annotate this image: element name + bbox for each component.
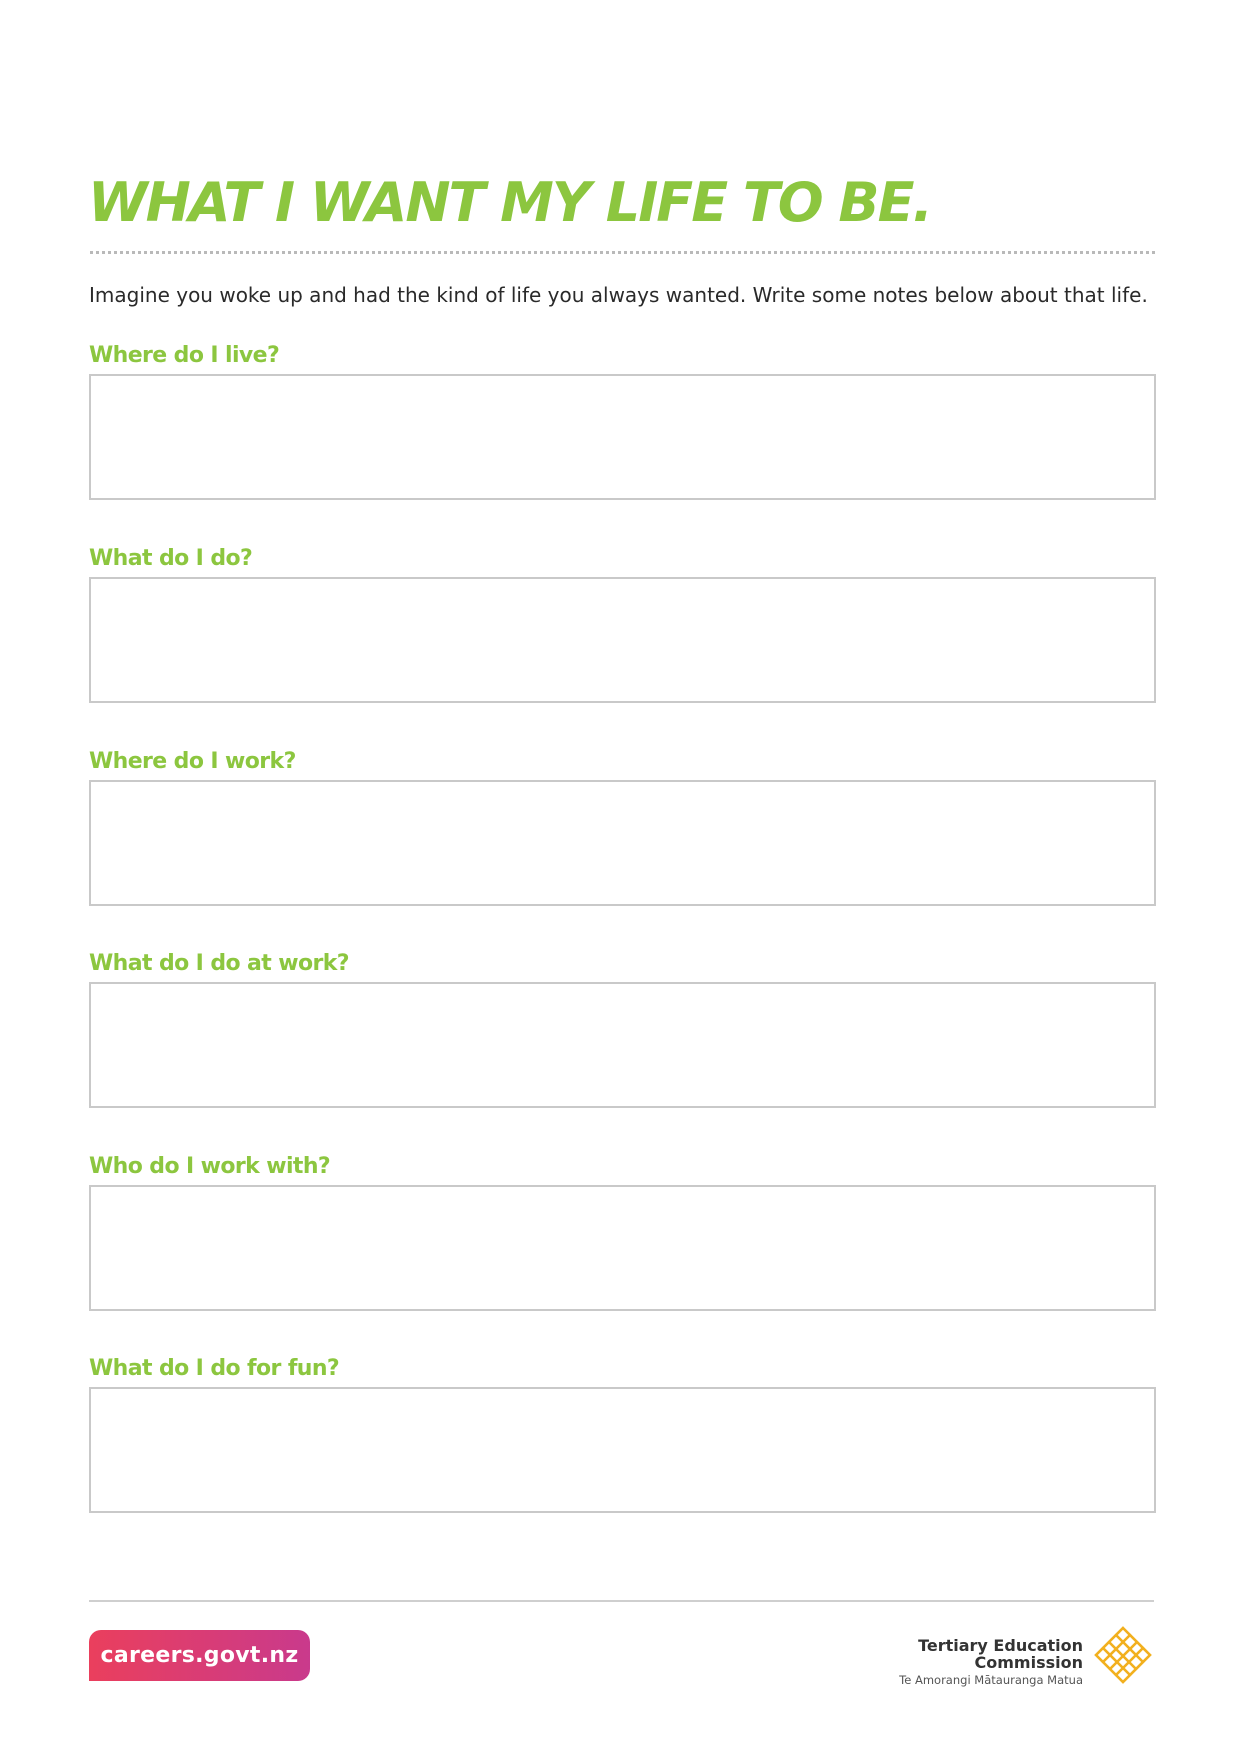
answer-box-work-tasks[interactable] (89, 982, 1156, 1108)
org-maori-name: Te Amorangi Mātauranga Matua (899, 1673, 1083, 1687)
question-label-live: Where do I live? (89, 343, 280, 368)
question-label-work-with: Who do I work with? (89, 1154, 331, 1179)
page-title: WHAT I WANT MY LIFE TO BE. (88, 171, 931, 234)
question-label-work-tasks: What do I do at work? (89, 951, 349, 976)
answer-box-live[interactable] (89, 374, 1156, 500)
org-name-line1: Tertiary Education (918, 1636, 1083, 1655)
answer-box-fun[interactable] (89, 1387, 1156, 1513)
question-label-do: What do I do? (89, 546, 253, 571)
answer-box-do[interactable] (89, 577, 1156, 703)
tec-diamond-lattice-icon (1093, 1625, 1153, 1685)
footer-divider (89, 1600, 1154, 1602)
answer-box-work-place[interactable] (89, 780, 1156, 906)
organisation-name (899, 1637, 1083, 1689)
org-name-line2: Commission (974, 1653, 1083, 1672)
website-badge[interactable]: careers.govt.nz (89, 1630, 310, 1681)
question-label-fun: What do I do for fun? (89, 1356, 340, 1381)
title-divider (90, 251, 1155, 254)
question-label-work-place: Where do I work? (89, 749, 296, 774)
answer-box-work-with[interactable] (89, 1185, 1156, 1311)
intro-text: Imagine you woke up and had the kind of life you always wanted. Write some notes below about that life. (89, 283, 1148, 307)
